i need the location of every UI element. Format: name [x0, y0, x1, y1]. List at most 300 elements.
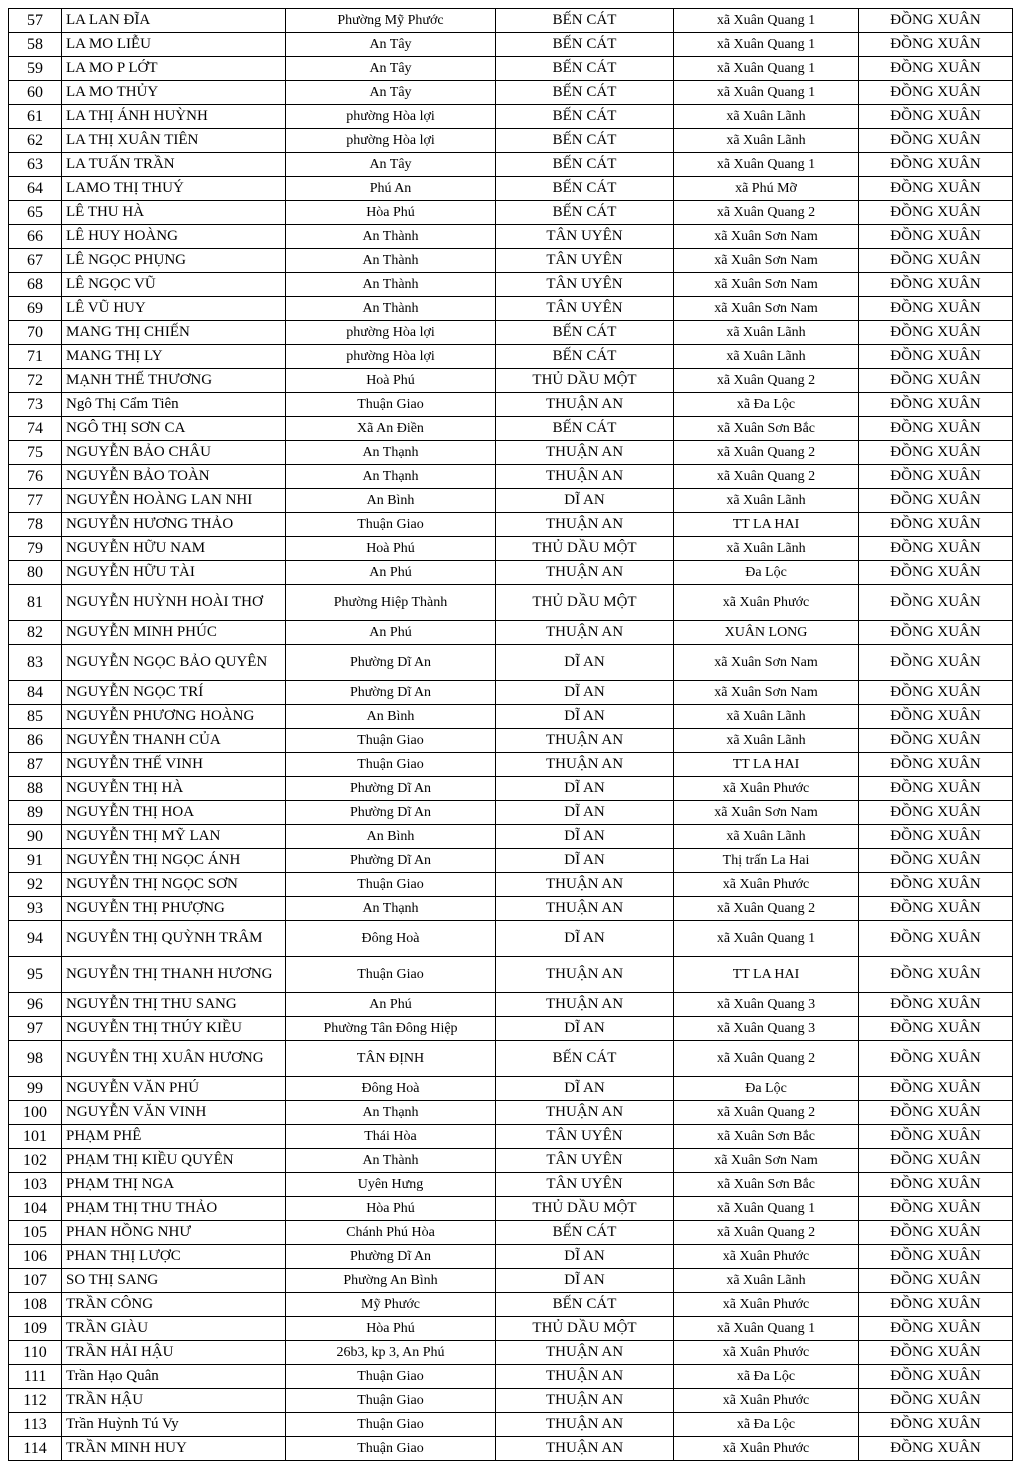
current-ward-cell: 26b3, kp 3, An Phú	[286, 1341, 496, 1365]
student-name-cell: TRẦN CÔNG	[62, 1293, 286, 1317]
table-row	[9, 993, 1013, 1017]
student-name-cell: PHAN THỊ LƯỢC	[62, 1245, 286, 1269]
student-name-cell: PHẠM PHÊ	[62, 1125, 286, 1149]
roster-body	[9, 9, 1013, 1461]
current-district-cell: TÂN UYÊN	[496, 1125, 674, 1149]
hometown-commune-cell: xã Xuân Lãnh	[674, 705, 859, 729]
current-district-cell: TÂN UYÊN	[496, 225, 674, 249]
current-ward-cell: Thuận Giao	[286, 1437, 496, 1461]
hometown-district-cell: ĐỒNG XUÂN	[859, 753, 1013, 777]
row-number-cell: 63	[9, 153, 62, 177]
hometown-district-cell: ĐỒNG XUÂN	[859, 201, 1013, 225]
current-ward-cell: An Bình	[286, 825, 496, 849]
table-row	[9, 1149, 1013, 1173]
current-district-cell: BẾN CÁT	[496, 345, 674, 369]
student-name-cell: NGUYỄN VĂN VINH	[62, 1101, 286, 1125]
student-name-cell: NGUYỄN THANH CỦA	[62, 729, 286, 753]
row-number-cell: 71	[9, 345, 62, 369]
current-ward-cell: An Thạnh	[286, 1101, 496, 1125]
current-district-cell: DĨ AN	[496, 1269, 674, 1293]
current-ward-cell: Đông Hoà	[286, 1077, 496, 1101]
hometown-commune-cell: xã Xuân Lãnh	[674, 537, 859, 561]
hometown-district-cell: ĐỒNG XUÂN	[859, 33, 1013, 57]
current-ward-cell: An Tây	[286, 33, 496, 57]
current-ward-cell: An Thành	[286, 249, 496, 273]
current-ward-cell: Phường Tân Đông Hiệp	[286, 1017, 496, 1041]
table-row	[9, 1077, 1013, 1101]
hometown-commune-cell: xã Xuân Lãnh	[674, 1269, 859, 1293]
hometown-commune-cell: xã Xuân Quang 2	[674, 1101, 859, 1125]
current-district-cell: BẾN CÁT	[496, 1221, 674, 1245]
current-district-cell: THUẬN AN	[496, 1437, 674, 1461]
hometown-district-cell: ĐỒNG XUÂN	[859, 297, 1013, 321]
hometown-commune-cell: xã Xuân Sơn Nam	[674, 645, 859, 681]
hometown-commune-cell: xã Xuân Quang 2	[674, 369, 859, 393]
row-number-cell: 78	[9, 513, 62, 537]
hometown-district-cell: ĐỒNG XUÂN	[859, 849, 1013, 873]
hometown-commune-cell: xã Xuân Sơn Nam	[674, 681, 859, 705]
table-row	[9, 1173, 1013, 1197]
current-district-cell: THUẬN AN	[496, 897, 674, 921]
current-ward-cell: Thuận Giao	[286, 1413, 496, 1437]
row-number-cell: 107	[9, 1269, 62, 1293]
hometown-district-cell: ĐỒNG XUÂN	[859, 105, 1013, 129]
hometown-commune-cell: xã Xuân Quang 1	[674, 33, 859, 57]
student-name-cell: NGUYỄN VĂN PHÚ	[62, 1077, 286, 1101]
current-ward-cell: Hòa Phú	[286, 1197, 496, 1221]
row-number-cell: 110	[9, 1341, 62, 1365]
student-name-cell: PHẠM THỊ NGA	[62, 1173, 286, 1197]
hometown-commune-cell: xã Xuân Phước	[674, 1341, 859, 1365]
row-number-cell: 80	[9, 561, 62, 585]
row-number-cell: 109	[9, 1317, 62, 1341]
row-number-cell: 92	[9, 873, 62, 897]
current-ward-cell: phường Hòa lợi	[286, 345, 496, 369]
current-ward-cell: Hòa Phú	[286, 201, 496, 225]
row-number-cell: 61	[9, 105, 62, 129]
hometown-district-cell: ĐỒNG XUÂN	[859, 1293, 1013, 1317]
current-ward-cell: Hoà Phú	[286, 369, 496, 393]
current-ward-cell: Đông Hoà	[286, 921, 496, 957]
hometown-commune-cell: xã Xuân Phước	[674, 1389, 859, 1413]
row-number-cell: 86	[9, 729, 62, 753]
student-name-cell: NGUYỄN MINH PHÚC	[62, 621, 286, 645]
row-number-cell: 102	[9, 1149, 62, 1173]
current-district-cell: THỦ DẦU MỘT	[496, 369, 674, 393]
hometown-commune-cell: Đa Lộc	[674, 561, 859, 585]
row-number-cell: 94	[9, 921, 62, 957]
student-name-cell: NGUYỄN THẾ VINH	[62, 753, 286, 777]
current-district-cell: TÂN UYÊN	[496, 273, 674, 297]
hometown-district-cell: ĐỒNG XUÂN	[859, 513, 1013, 537]
current-district-cell: TÂN UYÊN	[496, 249, 674, 273]
table-row	[9, 645, 1013, 681]
current-district-cell: BẾN CÁT	[496, 33, 674, 57]
row-number-cell: 106	[9, 1245, 62, 1269]
current-district-cell: THUẬN AN	[496, 957, 674, 993]
table-row	[9, 369, 1013, 393]
current-ward-cell: Thuận Giao	[286, 729, 496, 753]
hometown-commune-cell: TT LA HAI	[674, 513, 859, 537]
hometown-commune-cell: xã Xuân Sơn Bắc	[674, 1173, 859, 1197]
current-ward-cell: Mỹ Phước	[286, 1293, 496, 1317]
student-name-cell: LA LAN ĐĨA	[62, 9, 286, 33]
hometown-commune-cell: Đa Lộc	[674, 1077, 859, 1101]
row-number-cell: 108	[9, 1293, 62, 1317]
hometown-commune-cell: TT LA HAI	[674, 957, 859, 993]
hometown-commune-cell: xã Xuân Lãnh	[674, 825, 859, 849]
hometown-commune-cell: xã Đa Lộc	[674, 393, 859, 417]
hometown-district-cell: ĐỒNG XUÂN	[859, 561, 1013, 585]
hometown-district-cell: ĐỒNG XUÂN	[859, 1413, 1013, 1437]
row-number-cell: 90	[9, 825, 62, 849]
hometown-district-cell: ĐỒNG XUÂN	[859, 897, 1013, 921]
row-number-cell: 89	[9, 801, 62, 825]
table-row	[9, 561, 1013, 585]
hometown-commune-cell: xã Xuân Lãnh	[674, 489, 859, 513]
table-row	[9, 273, 1013, 297]
table-row	[9, 129, 1013, 153]
hometown-commune-cell: xã Xuân Lãnh	[674, 729, 859, 753]
current-district-cell: THUẬN AN	[496, 441, 674, 465]
current-ward-cell: phường Hòa lợi	[286, 321, 496, 345]
row-number-cell: 95	[9, 957, 62, 993]
current-ward-cell: Phường Dĩ An	[286, 801, 496, 825]
row-number-cell: 79	[9, 537, 62, 561]
hometown-commune-cell: xã Xuân Phước	[674, 1293, 859, 1317]
current-ward-cell: Phường Dĩ An	[286, 645, 496, 681]
student-name-cell: Trần Hạo Quân	[62, 1365, 286, 1389]
table-row	[9, 585, 1013, 621]
current-district-cell: DĨ AN	[496, 849, 674, 873]
table-row	[9, 489, 1013, 513]
hometown-district-cell: ĐỒNG XUÂN	[859, 1125, 1013, 1149]
table-row	[9, 753, 1013, 777]
current-ward-cell: An Thạnh	[286, 465, 496, 489]
current-ward-cell: TÂN ĐỊNH	[286, 1041, 496, 1077]
current-ward-cell: Thuận Giao	[286, 513, 496, 537]
table-row	[9, 897, 1013, 921]
hometown-district-cell: ĐỒNG XUÂN	[859, 537, 1013, 561]
current-district-cell: TÂN UYÊN	[496, 297, 674, 321]
current-ward-cell: Uyên Hưng	[286, 1173, 496, 1197]
table-row	[9, 705, 1013, 729]
current-district-cell: TÂN UYÊN	[496, 1173, 674, 1197]
current-ward-cell: Hoà Phú	[286, 537, 496, 561]
table-row	[9, 1041, 1013, 1077]
table-row	[9, 1413, 1013, 1437]
hometown-district-cell: ĐỒNG XUÂN	[859, 369, 1013, 393]
current-ward-cell: Phường Dĩ An	[286, 849, 496, 873]
current-district-cell: BẾN CÁT	[496, 57, 674, 81]
current-ward-cell: Thuận Giao	[286, 1389, 496, 1413]
hometown-district-cell: ĐỒNG XUÂN	[859, 1341, 1013, 1365]
hometown-commune-cell: xã Xuân Quang 2	[674, 897, 859, 921]
current-district-cell: BẾN CÁT	[496, 321, 674, 345]
current-ward-cell: Phường Dĩ An	[286, 681, 496, 705]
hometown-commune-cell: Thị trấn La Hai	[674, 849, 859, 873]
row-number-cell: 81	[9, 585, 62, 621]
student-name-cell: Ngô Thị Cẩm Tiên	[62, 393, 286, 417]
hometown-district-cell: ĐỒNG XUÂN	[859, 1389, 1013, 1413]
hometown-district-cell: ĐỒNG XUÂN	[859, 621, 1013, 645]
current-district-cell: DĨ AN	[496, 681, 674, 705]
current-district-cell: BẾN CÁT	[496, 129, 674, 153]
row-number-cell: 103	[9, 1173, 62, 1197]
table-row	[9, 1317, 1013, 1341]
student-name-cell: LA THỊ XUÂN TIÊN	[62, 129, 286, 153]
current-ward-cell: An Thành	[286, 273, 496, 297]
student-name-cell: NGUYỄN BẢO CHÂU	[62, 441, 286, 465]
hometown-commune-cell: TT LA HAI	[674, 753, 859, 777]
table-row	[9, 249, 1013, 273]
table-row	[9, 297, 1013, 321]
current-district-cell: THUẬN AN	[496, 621, 674, 645]
current-district-cell: DĨ AN	[496, 801, 674, 825]
table-row	[9, 81, 1013, 105]
current-ward-cell: Phường An Bình	[286, 1269, 496, 1293]
student-name-cell: SO THỊ SANG	[62, 1269, 286, 1293]
row-number-cell: 112	[9, 1389, 62, 1413]
hometown-district-cell: ĐỒNG XUÂN	[859, 1041, 1013, 1077]
current-district-cell: BẾN CÁT	[496, 201, 674, 225]
hometown-district-cell: ĐỒNG XUÂN	[859, 957, 1013, 993]
hometown-district-cell: ĐỒNG XUÂN	[859, 645, 1013, 681]
student-name-cell: TRẦN GIÀU	[62, 1317, 286, 1341]
hometown-commune-cell: xã Xuân Lãnh	[674, 129, 859, 153]
student-name-cell: NGUYỄN NGỌC BẢO QUYÊN	[62, 645, 286, 681]
table-row	[9, 681, 1013, 705]
student-name-cell: LÊ NGỌC VŨ	[62, 273, 286, 297]
hometown-district-cell: ĐỒNG XUÂN	[859, 1017, 1013, 1041]
current-ward-cell: Hòa Phú	[286, 1317, 496, 1341]
current-ward-cell: Thuận Giao	[286, 1365, 496, 1389]
row-number-cell: 98	[9, 1041, 62, 1077]
hometown-commune-cell: xã Xuân Quang 1	[674, 9, 859, 33]
row-number-cell: 73	[9, 393, 62, 417]
table-row	[9, 957, 1013, 993]
table-row	[9, 1365, 1013, 1389]
hometown-commune-cell: xã Đa Lộc	[674, 1413, 859, 1437]
current-district-cell: THỦ DẦU MỘT	[496, 585, 674, 621]
student-name-cell: NGUYỄN THỊ HOA	[62, 801, 286, 825]
current-district-cell: DĨ AN	[496, 645, 674, 681]
current-ward-cell: An Thành	[286, 297, 496, 321]
current-ward-cell: Phường Hiệp Thành	[286, 585, 496, 621]
row-number-cell: 105	[9, 1221, 62, 1245]
student-name-cell: LÊ VŨ HUY	[62, 297, 286, 321]
hometown-district-cell: ĐỒNG XUÂN	[859, 729, 1013, 753]
row-number-cell: 82	[9, 621, 62, 645]
row-number-cell: 100	[9, 1101, 62, 1125]
current-district-cell: THUẬN AN	[496, 1389, 674, 1413]
student-name-cell: NGUYỄN HỮU TÀI	[62, 561, 286, 585]
hometown-district-cell: ĐỒNG XUÂN	[859, 81, 1013, 105]
student-name-cell: NGUYỄN THỊ XUÂN HƯƠNG	[62, 1041, 286, 1077]
hometown-district-cell: ĐỒNG XUÂN	[859, 585, 1013, 621]
current-district-cell: DĨ AN	[496, 1077, 674, 1101]
current-district-cell: BẾN CÁT	[496, 153, 674, 177]
row-number-cell: 97	[9, 1017, 62, 1041]
hometown-district-cell: ĐỒNG XUÂN	[859, 441, 1013, 465]
current-district-cell: THUẬN AN	[496, 993, 674, 1017]
row-number-cell: 64	[9, 177, 62, 201]
table-row	[9, 537, 1013, 561]
hometown-commune-cell: xã Xuân Quang 2	[674, 201, 859, 225]
current-district-cell: THUẬN AN	[496, 393, 674, 417]
row-number-cell: 101	[9, 1125, 62, 1149]
current-district-cell: THUẬN AN	[496, 729, 674, 753]
hometown-commune-cell: xã Xuân Phước	[674, 873, 859, 897]
current-ward-cell: phường Hòa lợi	[286, 129, 496, 153]
hometown-commune-cell: xã Đa Lộc	[674, 1365, 859, 1389]
student-name-cell: LÊ NGỌC PHỤNG	[62, 249, 286, 273]
row-number-cell: 91	[9, 849, 62, 873]
hometown-district-cell: ĐỒNG XUÂN	[859, 1197, 1013, 1221]
row-number-cell: 113	[9, 1413, 62, 1437]
student-name-cell: LÊ HUY HOÀNG	[62, 225, 286, 249]
row-number-cell: 57	[9, 9, 62, 33]
row-number-cell: 69	[9, 297, 62, 321]
student-name-cell: NGUYỄN THỊ THÚY KIỀU	[62, 1017, 286, 1041]
row-number-cell: 67	[9, 249, 62, 273]
current-ward-cell: An Thành	[286, 225, 496, 249]
hometown-district-cell: ĐỒNG XUÂN	[859, 1149, 1013, 1173]
current-ward-cell: An Phú	[286, 561, 496, 585]
current-ward-cell: An Tây	[286, 57, 496, 81]
hometown-commune-cell: xã Xuân Sơn Bắc	[674, 1125, 859, 1149]
current-ward-cell: Thái Hòa	[286, 1125, 496, 1149]
row-number-cell: 65	[9, 201, 62, 225]
student-name-cell: LA MO LIỄU	[62, 33, 286, 57]
table-row	[9, 33, 1013, 57]
hometown-commune-cell: xã Xuân Sơn Nam	[674, 1149, 859, 1173]
hometown-commune-cell: xã Xuân Sơn Nam	[674, 273, 859, 297]
current-ward-cell: Thuận Giao	[286, 957, 496, 993]
hometown-commune-cell: xã Xuân Quang 2	[674, 465, 859, 489]
hometown-commune-cell: xã Xuân Sơn Nam	[674, 249, 859, 273]
row-number-cell: 60	[9, 81, 62, 105]
student-name-cell: LA TUẤN TRẦN	[62, 153, 286, 177]
hometown-district-cell: ĐỒNG XUÂN	[859, 1101, 1013, 1125]
current-ward-cell: An Bình	[286, 489, 496, 513]
hometown-district-cell: ĐỒNG XUÂN	[859, 129, 1013, 153]
hometown-commune-cell: xã Xuân Sơn Bắc	[674, 417, 859, 441]
student-name-cell: NGUYỄN THỊ HÀ	[62, 777, 286, 801]
row-number-cell: 77	[9, 489, 62, 513]
row-number-cell: 66	[9, 225, 62, 249]
hometown-commune-cell: xã Xuân Quang 1	[674, 153, 859, 177]
student-name-cell: NGUYỄN BẢO TOÀN	[62, 465, 286, 489]
student-name-cell: NGUYỄN HƯƠNG THẢO	[62, 513, 286, 537]
table-row	[9, 1125, 1013, 1149]
hometown-district-cell: ĐỒNG XUÂN	[859, 177, 1013, 201]
hometown-district-cell: ĐỒNG XUÂN	[859, 1365, 1013, 1389]
current-ward-cell: Thuận Giao	[286, 753, 496, 777]
hometown-district-cell: ĐỒNG XUÂN	[859, 465, 1013, 489]
hometown-district-cell: ĐỒNG XUÂN	[859, 681, 1013, 705]
student-name-cell: LA MO P LỚT	[62, 57, 286, 81]
hometown-commune-cell: xã Xuân Quang 1	[674, 1317, 859, 1341]
hometown-commune-cell: xã Xuân Sơn Nam	[674, 801, 859, 825]
student-name-cell: LAMO THỊ THUÝ	[62, 177, 286, 201]
hometown-district-cell: ĐỒNG XUÂN	[859, 225, 1013, 249]
current-ward-cell: An Phú	[286, 621, 496, 645]
current-district-cell: DĨ AN	[496, 921, 674, 957]
student-name-cell: TRẦN HẬU	[62, 1389, 286, 1413]
current-district-cell: DĨ AN	[496, 705, 674, 729]
current-ward-cell: Xã An Điền	[286, 417, 496, 441]
hometown-commune-cell: xã Xuân Lãnh	[674, 345, 859, 369]
row-number-cell: 93	[9, 897, 62, 921]
row-number-cell: 99	[9, 1077, 62, 1101]
hometown-district-cell: ĐỒNG XUÂN	[859, 1077, 1013, 1101]
table-row	[9, 1101, 1013, 1125]
hometown-district-cell: ĐỒNG XUÂN	[859, 921, 1013, 957]
table-row	[9, 1245, 1013, 1269]
student-name-cell: MANG THỊ LY	[62, 345, 286, 369]
student-name-cell: NGUYỄN THỊ NGỌC SƠN	[62, 873, 286, 897]
student-name-cell: NGUYỄN THỊ THANH HƯƠNG	[62, 957, 286, 993]
hometown-district-cell: ĐỒNG XUÂN	[859, 489, 1013, 513]
student-name-cell: LA MO THỦY	[62, 81, 286, 105]
hometown-district-cell: ĐỒNG XUÂN	[859, 249, 1013, 273]
row-number-cell: 96	[9, 993, 62, 1017]
current-district-cell: DĨ AN	[496, 1245, 674, 1269]
hometown-commune-cell: xã Xuân Quang 2	[674, 1221, 859, 1245]
row-number-cell: 83	[9, 645, 62, 681]
table-row	[9, 105, 1013, 129]
hometown-district-cell: ĐỒNG XUÂN	[859, 345, 1013, 369]
table-row	[9, 57, 1013, 81]
row-number-cell: 114	[9, 1437, 62, 1461]
hometown-district-cell: ĐỒNG XUÂN	[859, 1317, 1013, 1341]
student-name-cell: NGUYỄN THỊ THU SANG	[62, 993, 286, 1017]
current-district-cell: BẾN CÁT	[496, 1041, 674, 1077]
student-roster-table	[8, 8, 1013, 1461]
hometown-commune-cell: XUÂN LONG	[674, 621, 859, 645]
table-row	[9, 621, 1013, 645]
student-name-cell: Trần Huỳnh Tú Vy	[62, 1413, 286, 1437]
hometown-district-cell: ĐỒNG XUÂN	[859, 321, 1013, 345]
student-name-cell: NGUYỄN THỊ QUỲNH TRÂM	[62, 921, 286, 957]
hometown-commune-cell: xã Xuân Quang 3	[674, 1017, 859, 1041]
current-ward-cell: An Thành	[286, 1149, 496, 1173]
table-row	[9, 849, 1013, 873]
current-district-cell: DĨ AN	[496, 1017, 674, 1041]
row-number-cell: 74	[9, 417, 62, 441]
student-name-cell: PHAN HỒNG NHƯ	[62, 1221, 286, 1245]
current-district-cell: DĨ AN	[496, 825, 674, 849]
current-district-cell: TÂN UYÊN	[496, 1149, 674, 1173]
hometown-commune-cell: xã Xuân Sơn Nam	[674, 297, 859, 321]
current-ward-cell: An Bình	[286, 705, 496, 729]
hometown-commune-cell: xã Xuân Quang 3	[674, 993, 859, 1017]
student-name-cell: TRẦN MINH HUY	[62, 1437, 286, 1461]
table-row	[9, 441, 1013, 465]
table-row	[9, 177, 1013, 201]
table-row	[9, 1437, 1013, 1461]
current-district-cell: THUẬN AN	[496, 753, 674, 777]
current-ward-cell: Chánh Phú Hòa	[286, 1221, 496, 1245]
current-district-cell: THUẬN AN	[496, 873, 674, 897]
hometown-district-cell: ĐỒNG XUÂN	[859, 1173, 1013, 1197]
hometown-commune-cell: xã Xuân Quang 2	[674, 1041, 859, 1077]
hometown-district-cell: ĐỒNG XUÂN	[859, 777, 1013, 801]
table-row	[9, 153, 1013, 177]
current-district-cell: THUẬN AN	[496, 1101, 674, 1125]
table-row	[9, 465, 1013, 489]
